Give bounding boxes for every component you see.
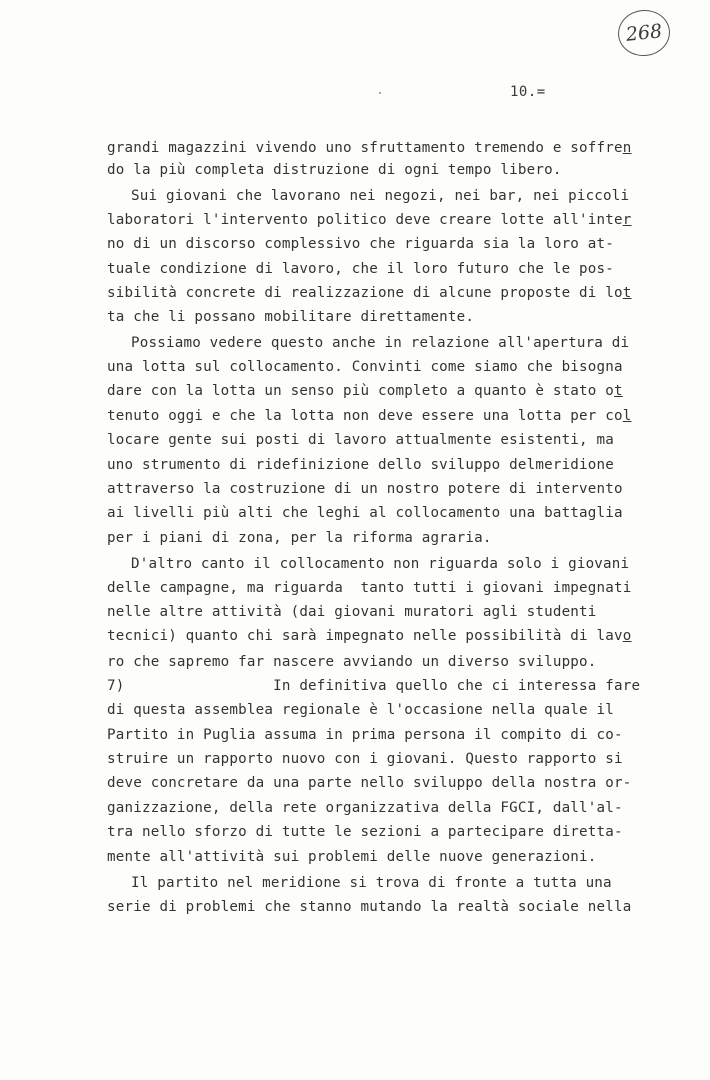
text-line [107,160,562,180]
underlined-hyphen-letter: o [622,628,632,644]
underlined-hyphen-letter: t [622,285,632,301]
text-line-main: Partito in Puglia assuma in prima persona il compito di co- [107,727,623,743]
text-line-main: attraverso la costruzione di un nostro potere di intervento [107,481,623,497]
text-line-main: nelle altre attività (dai giovani muratori agli studenti [107,604,597,620]
text-line-main: do la più completa distruzione di ogni tempo libero. [107,162,562,178]
text-line-main: grandi magazzini vivendo uno sfruttamento tremendo e soffre [107,140,623,156]
text-line-main: mente all'attività sui problemi delle nuove generazioni. [107,849,597,865]
underlined-hyphen-letter: r [622,212,632,228]
text-line-main: dare con la lotta un senso più completo a quanto è stato o [107,383,615,399]
text-line [131,554,629,574]
text-line-main: sibilità concrete di realizzazione di alcune proposte di lo [107,285,623,301]
text-line-main: tecnici) quanto chi sarà impegnato nelle possibilità di lav [107,628,623,644]
text-line-main: ganizzazione, della rete organizzativa della FGCI, dall'al- [107,800,623,816]
text-line [107,700,614,720]
text-line [131,186,629,206]
underlined-hyphen-letter: l [622,408,632,424]
text-line [107,430,614,450]
text-line [131,333,629,353]
text-line-main: tuale condizione di lavoro, che il loro futuro che le pos- [107,261,615,277]
text-line-main: uno strumento di ridefinizione dello sviluppo delmeridione [107,457,615,473]
text-line-main: Il partito nel meridione si trova di fronte a tutta una [131,875,612,891]
ink-dot [379,92,381,94]
text-line-main: una lotta sul collocamento. Convinti come siamo che bisogna [107,359,623,375]
text-line [107,602,597,622]
text-line [107,210,632,230]
page-number: 10.= [510,84,546,100]
text-line [107,798,623,818]
text-line [107,503,623,523]
text-line [107,725,623,745]
text-line [107,234,614,254]
text-line [107,455,614,475]
text-line-main: deve concretare da una parte nello sviluppo della nostra or- [107,775,632,791]
text-line [107,676,640,696]
text-line [131,873,612,893]
text-line-main: laboratori l'intervento politico deve creare lotte all'inte [107,212,623,228]
text-line [107,897,632,917]
text-line [107,578,632,598]
text-line [107,822,623,842]
text-line [107,773,632,793]
text-line [107,406,632,426]
text-line [107,307,474,327]
text-line-main: tra nello sforzo di tutte le sezioni a partecipare diretta- [107,824,623,840]
text-line-main: locare gente sui posti di lavoro attualmente esistenti, ma [107,432,615,448]
text-line-main: delle campagne, ma riguarda tanto tutti i giovani impegnati [107,580,632,596]
text-line [107,259,614,279]
text-line-main: serie di problemi che stanno mutando la realtà sociale nella [107,899,632,915]
text-line [107,528,492,548]
underlined-hyphen-letter: n [622,140,632,156]
text-line-main: di questa assemblea regionale è l'occasione nella quale il [107,702,615,718]
text-line-main: per i piani di zona, per la riforma agraria. [107,530,492,546]
text-line [107,283,632,303]
text-line-main: ro che sapremo far nascere avviando un diverso sviluppo. [107,654,597,670]
text-line [107,749,623,769]
text-line [107,652,597,672]
text-line-main: struire un rapporto nuovo con i giovani. Questo rapporto si [107,751,623,767]
text-line-main: ta che li possano mobilitare direttamente. [107,309,475,325]
text-line [107,357,623,377]
text-line-main: no di un discorso complessivo che riguarda sia la loro at- [107,236,615,252]
text-line-main: Possiamo vedere questo anche in relazione all'apertura di [131,335,630,351]
text-line [107,381,623,401]
archive-stamp: 268 [616,7,673,58]
text-line [107,138,632,158]
text-line [107,626,632,646]
text-line [107,479,623,499]
underlined-hyphen-letter: t [614,383,623,399]
text-line-main: tenuto oggi e che la lotta non deve essere una lotta per co [107,408,623,424]
text-line [107,847,597,867]
text-line-main: ai livelli più alti che leghi al collocamento una battaglia [107,505,623,521]
text-line-main: Sui giovani che lavorano nei negozi, nei bar, nei piccoli [131,188,630,204]
text-line-main: 7) In definitiva quello che ci interessa fare [107,678,641,694]
text-line-main: D'altro canto il collocamento non riguarda solo i giovani [131,556,630,572]
